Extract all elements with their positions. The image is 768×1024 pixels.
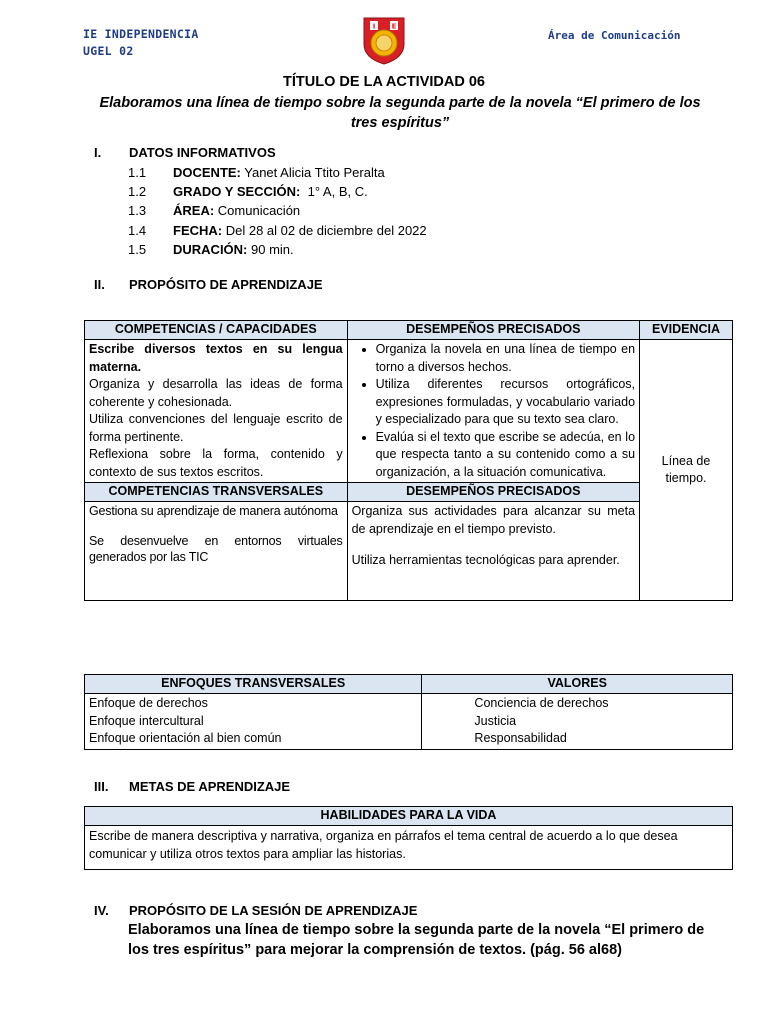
- info-label: DOCENTE:: [173, 165, 241, 180]
- info-number: 1.1: [128, 165, 147, 180]
- ugel-name: UGEL 02: [83, 44, 134, 58]
- capacity-item: Organiza y desarrolla las ideas de forma coherente y cohesionada.: [89, 377, 343, 409]
- approach-item: Enfoque de derechos: [89, 696, 208, 710]
- info-number: 1.5: [128, 241, 147, 257]
- transversal-performance: Utiliza herramientas tecnológicas para aprender.: [351, 553, 620, 567]
- info-value: Del 28 al 02 de diciembre del 2022: [222, 222, 427, 238]
- value-item: Justicia: [474, 713, 517, 728]
- school-crest-icon: [358, 14, 410, 66]
- transversal-performance: Organiza sus actividades para alcanzar su meta de aprendizaje en el tiempo previsto.: [351, 504, 636, 536]
- transversal-competence: Gestiona su aprendizaje de manera autónoma: [89, 504, 338, 518]
- transversal-performance-cell: [347, 502, 639, 601]
- info-label: ÁREA:: [173, 203, 215, 219]
- table-row: [85, 826, 733, 870]
- column-header: DESEMPEÑOS PRECISADOS: [347, 321, 639, 340]
- capacity-item: Utiliza convenciones del lenguaje escrito de forma pertinente.: [89, 412, 343, 444]
- transversal-competence-cell: [85, 502, 348, 601]
- table-header-row: [85, 483, 733, 502]
- table-row: [85, 340, 733, 483]
- value-item: Conciencia de derechos: [474, 696, 609, 710]
- section-title: METAS DE APRENDIZAJE: [129, 779, 291, 794]
- info-number: 1.3: [128, 203, 147, 219]
- info-number: 1.4: [128, 222, 147, 238]
- info-label: DURACIÓN:: [173, 241, 248, 257]
- list-item: • Evalúa si el texto que escribe se adecúa, en lo que respecta tanto a su contenido como a su organización, a la situación comunicativa.: [376, 429, 635, 482]
- column-header: VALORES: [422, 675, 733, 694]
- evidence-cell: [640, 340, 733, 601]
- life-skills-text: Escribe de manera descriptiva y narrativa, organiza en párrafos el tema central de acuerdo a lo que desea comunicar y utiliza otros textos para ampliar las historias.: [85, 826, 733, 870]
- info-label: GRADO Y SECCIÓN:: [173, 184, 301, 200]
- section-1-heading: [94, 145, 276, 160]
- section-number: I.: [94, 145, 102, 160]
- column-header: ENFOQUES TRANSVERSALES: [85, 675, 422, 694]
- value-item: Responsabilidad: [474, 731, 567, 745]
- competence-cell: [85, 340, 348, 483]
- column-header: DESEMPEÑOS PRECISADOS: [347, 483, 639, 502]
- svg-text:I: I: [372, 22, 376, 31]
- info-item: [128, 163, 427, 182]
- info-item: [128, 221, 427, 240]
- info-number: 1.2: [128, 184, 147, 200]
- competence-title: Escribe diversos textos en su lengua materna.: [89, 342, 343, 374]
- session-goal: Elaboramos una línea de tiempo sobre la segunda parte de la novela “El primero de los tres espíritus” para mejorar la comprensión de textos. (pág. 56 al68): [128, 922, 705, 958]
- activity-title: TÍTULO DE LA ACTIVIDAD 06: [283, 74, 485, 90]
- info-item: [128, 201, 427, 220]
- section-title: PROPÓSITO DE LA SESIÓN DE APRENDIZAJE: [129, 903, 418, 918]
- approach-item: Enfoque intercultural: [89, 713, 204, 728]
- section-number: IV.: [94, 903, 109, 918]
- column-header: EVIDENCIA: [640, 321, 733, 340]
- info-item: [128, 240, 427, 259]
- activity-subtitle: Elaboramos una línea de tiempo sobre la segunda parte de la novela “El primero de los tres espíritus”: [99, 95, 701, 131]
- evidence-text: Línea de tiempo.: [661, 453, 711, 485]
- section-4-heading: [94, 903, 417, 918]
- capacity-item: Reflexiona sobre la forma, contenido y contexto de sus textos escritos.: [89, 447, 343, 479]
- table-header-row: [85, 675, 733, 694]
- values-cell: [422, 694, 733, 750]
- school-header: [83, 26, 199, 60]
- competences-table: [84, 320, 733, 601]
- table-header-row: [85, 321, 733, 340]
- section-3-heading: [94, 779, 290, 794]
- info-value: Comunicación: [214, 203, 301, 219]
- approaches-table: [84, 674, 733, 750]
- life-skills-table: [84, 806, 733, 870]
- performance-cell: [347, 340, 639, 483]
- column-header: COMPETENCIAS TRANSVERSALES: [85, 483, 348, 502]
- info-value: Yanet Alicia Ttito Peralta: [240, 165, 385, 180]
- column-header: HABILIDADES PARA LA VIDA: [85, 807, 733, 826]
- table-row: [85, 502, 733, 601]
- approaches-cell: [85, 694, 422, 750]
- section-number: II.: [94, 277, 105, 292]
- list-item: • Utiliza diferentes recursos ortográficos, expresiones formuladas, y vocabulario variado y especializado para que su texto sea claro.: [376, 376, 635, 429]
- info-value: 1° A, B, C.: [300, 184, 368, 200]
- school-name: IE INDEPENDENCIA: [83, 27, 199, 41]
- approach-item: Enfoque orientación al bien común: [89, 731, 282, 745]
- column-header: COMPETENCIAS / CAPACIDADES: [85, 321, 348, 340]
- svg-text:E: E: [391, 22, 397, 31]
- area-header: Área de Comunicación: [548, 29, 681, 42]
- table-header-row: [85, 807, 733, 826]
- info-list: [128, 163, 427, 259]
- performance-list: [352, 341, 635, 481]
- list-item: • Organiza la novela en una línea de tiempo en torno a diversos hechos.: [376, 341, 635, 376]
- info-value: 90 min.: [247, 241, 294, 257]
- table-row: [85, 694, 733, 750]
- section-2-heading: [94, 277, 323, 292]
- section-title: DATOS INFORMATIVOS: [129, 145, 276, 160]
- section-number: III.: [94, 779, 109, 794]
- section-title: PROPÓSITO DE APRENDIZAJE: [129, 277, 323, 292]
- info-item: [128, 182, 427, 201]
- info-label: FECHA:: [173, 222, 223, 238]
- transversal-competence: Se desenvuelve en entornos virtuales generados por las TIC: [89, 534, 343, 564]
